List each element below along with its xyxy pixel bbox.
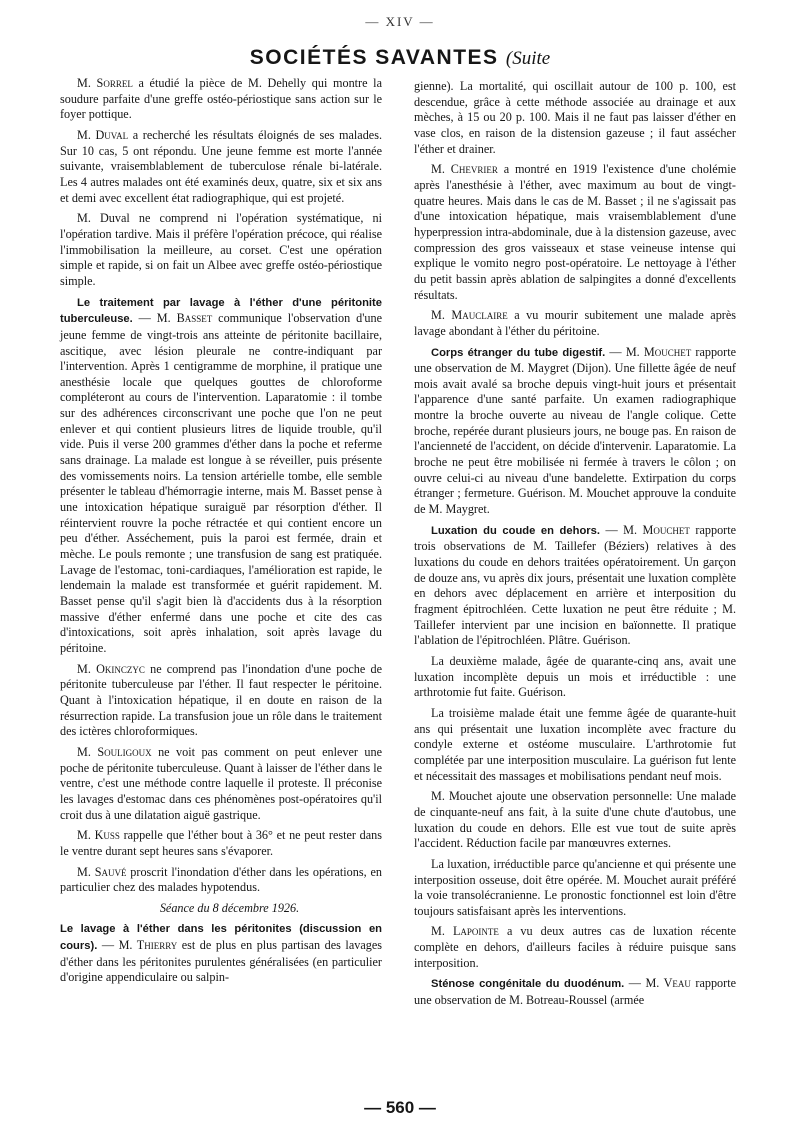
right-column [414,79,736,1014]
section-heading: Le lavage à l'éther dans les péritonites (discussion en cours). [60,923,382,953]
paragraph: Le lavage à l'éther dans les péritonites (discussion en cours). — M. Thierry est de plus en plus partisan des lavages d'éther dans les péritonites purulentes généralisées (en particulier d'origine appendiculaire ou salpin- [60,923,382,985]
paragraph: Le traitement par lavage à l'éther d'une péritonite tuberculeuse. — M. Basset communique l'observation d'une jeune femme de vingt-trois ans atteinte de péritonite bacillaire, ascitique, avec lésion pleurale ne contre-indiquant par l'intervention. Après 1 centigramme de morphine, il pratique une anesthésie locale que quelques gouttes de chloroforme compléteront au cours de l'intervention. Laparatomie : il tombe sur des adhérences circonscrivant une poche que l'on ne peut enlever et qui contient plusieurs litres de liquide trouble, qu'il vide. Puis il verse 200 grammes d'éther dans la poche et referme sans drainage. La malade est longue à se réveiller, puis présente des vomissements noirs. La tension artérielle tombe, elle semble présenter le tableau d'hémorragie interne, mais M. Basset pense à une intoxication hépatique suraiguë par résorption d'éther. Il réintervient rouvre la poche rétractée et qui contient encore un peu d'éther. Asséchement, puis la paroi est fermée, drain et mèche. Le pouls remonte ; une transfusion de sang est pratiquée. Lavage de l'estomac, toni-cardiaques, l'amélioration est rapide, le lendemain la malade est transformée et guérit rapidement. M. Basset pense qu'il s'agit bien là d'accidents dus à la résorption massive d'éther enfermé dans une poche et cite des cas d'intoxications, soit après inhalation, soit après lavage du péritoine. [60,296,382,655]
paragraph: M. Kuss rappelle que l'éther bout à 36° et ne peut rester dans le ventre durant sept heures sans s'évaporer. [60,828,383,858]
paragraph: M. Chevrier a montré en 1919 l'existence d'une cholémie après l'anesthésie à l'éther, avec maximum au bout de vingt-quatre heures. Mais dans le cas de M. Basset ; il ne s'agissait pas d'une intoxication hépatique, mais vraisemblablement d'une hyperpression intra-abdominale, due à la distension gazeuse, avec compression des gros vaisseaux et stase veineuse intense qui explique le vomito negro post-opératoire. Le nettoyage à l'éther du petit bassin après ablation de salpingites a donné d'excellents résultats. [414,162,736,302]
running-head-title: SOCIÉTÉS SAVANTES [249,46,499,69]
paragraph: M. Mouchet ajoute une observation personnelle: Une malade de cinquante-neuf ans fait, à la suite d'une chute d'autobus, une luxation du coude en dehors. Elle est vue tout de suite après l'accident. Réduction facile par manœuvres externes. [414,789,736,851]
section-heading: Sténose congénitale du duodénum. [431,978,625,991]
section-heading: Le traitement par lavage à l'éther d'une péritonite tuberculeuse. [60,296,382,326]
paragraph: M. Duval ne comprend ni l'opération systématique, ni l'opération tardive. Mais il préfère l'opération précoce, qui réalise l'immobilisation la meilleure, au corset. C'est une opération simple et rapide, si on fait un Albee avec greffe ostéo-périostique simple. [60,211,382,288]
paragraph: M. Lapointe a vu deux autres cas de luxation récente complète en dehors, d'ailleurs faciles à réduire puisque sans interposition. [414,924,736,970]
roman-folio: — XIV — [365,14,435,29]
left-column [60,76,382,991]
paragraph: M. Mauclaire a vu mourir subitement une malade après lavage abondant à l'éther du péritoine. [414,308,737,338]
paragraph: Corps étranger du tube digestif. — M. Mouchet rapporte une observation de M. Maygret (Dijon). Une fillette âgée de neuf mois avait avalé sa broche depuis vingt-huit jours et présentait l'apparence d'une santé parfaite. Un examen radiographique montre la broche ouverte au niveau de l'angle colique. Cette broche, repérée durant plusieurs jours, ne bouge pas. En raison de l'ancienneté de l'accident, on décide d'intervenir. Laparatomie. La broche ne peut être mobilisée ni fermée à travers le côlon ; on ouvre celui-ci au niveau d'une bandelette. Extirpation du corps étranger ; fermeture. Guérison. M. Mouchet approuve la conduite de M. Maygret. [414,344,737,517]
paragraph: M. Duval a recherché les résultats éloignés de ses malades. Sur 10 cas, 5 ont répondu. Une jeune femme est morte l'année suivante, vraisemblablement de tuberculose rénale bi-latérale. Les 4 autres malades ont été examinés deux, quatre, six et six ans et demi avec excellent état radiographique, qui est projeté. [60,127,382,205]
paragraph: Luxation du coude en dehors. — M. Mouchet rapporte trois observations de M. Taillefer (Béziers) relatives à des luxations du coude en dehors traitées opératoirement. Un garçon de douze ans, vu après dix jours, présentait une luxation complète en dehors avec déplacement en arrière et interposition du fragment épitrochléen. Cette luxation ne peut être réduite ; M. Taillefer intervient par une incision en baïonnette. Il pratique l'ablation de l'épitrochléen. Plâtre. Guérison. [414,522,737,648]
section-heading: Luxation du coude en dehors. [431,524,600,537]
paragraph: La deuxième malade, âgée de quarante-cinq ans, avait une luxation incomplète depuis un mois et irréductible : une arthrotomie fut faite. Guérison. [414,653,736,700]
paragraph: M. Sorrel a étudié la pièce de M. Dehelly qui montre la soudure parfaite d'une greffe ostéo-périostique sans action sur le foyer pottique. [60,76,382,122]
paragraph: M. Souligoux ne voit pas comment on peut enlever une poche de péritonite tuberculeuse. Quant à laisser de l'éther dans le ventre, c'est une méthode contre laquelle il proteste. Il préconise les lavages d'estomac dans ces phénomènes post-opératoires qu'il croit dus à une dilatation aiguë gastrique. [60,744,382,822]
seance-date: Séance du 8 décembre 1926. [159,900,300,915]
page-number: — 560 — [364,1098,436,1117]
running-head-suffix: (Suite [505,48,551,69]
paragraph: Sténose congénitale du duodénum. — M. Veau rapporte une observation de M. Botreau-Roussel (armée [414,976,736,1008]
running-head [0,46,800,70]
paragraph: gienne). La mortalité, qui oscillait autour de 100 p. 100, est descendue, grâce à cette méthode associée au drainage et aux mèches, à 15 ou 20 p. 100. Mais il ne faut pas laisser d'éther en vase clos, en raison de la distension gazeuse ; il faut assécher l'éther et drainer. [414,79,736,156]
paragraph: La luxation, irréductible parce qu'ancienne et qui présente une interposition osseuse, doit être opérée. M. Mouchet aurait préféré la voie transolécranienne. Le pronostic fonctionnel est loin d'être toujours satisfaisant après les interventions. [414,856,736,918]
section-heading: Corps étranger du tube digestif. [431,346,606,359]
paragraph: M. Okinczyc ne comprend pas l'inondation d'une poche de péritonite tuberculeuse par l'éther. Il faut respecter le péritoine. Quant à l'intoxication hépatique, il en doute en raison de la résurrection rapide. La transfusion joue un rôle dans le traitement des ictères chloroformiques. [60,661,382,739]
paragraph: La troisième malade était une femme âgée de quarante-huit ans qui présentait une luxation incomplète avec fracture du condyle externe et ostéome musculaire. L'arthrotomie fut complétée par une interposition musculaire. La guérison fut lente et nécessitait des massages et mobilisations pendant neuf mois. [414,705,736,783]
paragraph: M. Sauvé proscrit l'inondation d'éther dans les opérations, en particulier chez des malades hypotendus. [60,864,382,895]
